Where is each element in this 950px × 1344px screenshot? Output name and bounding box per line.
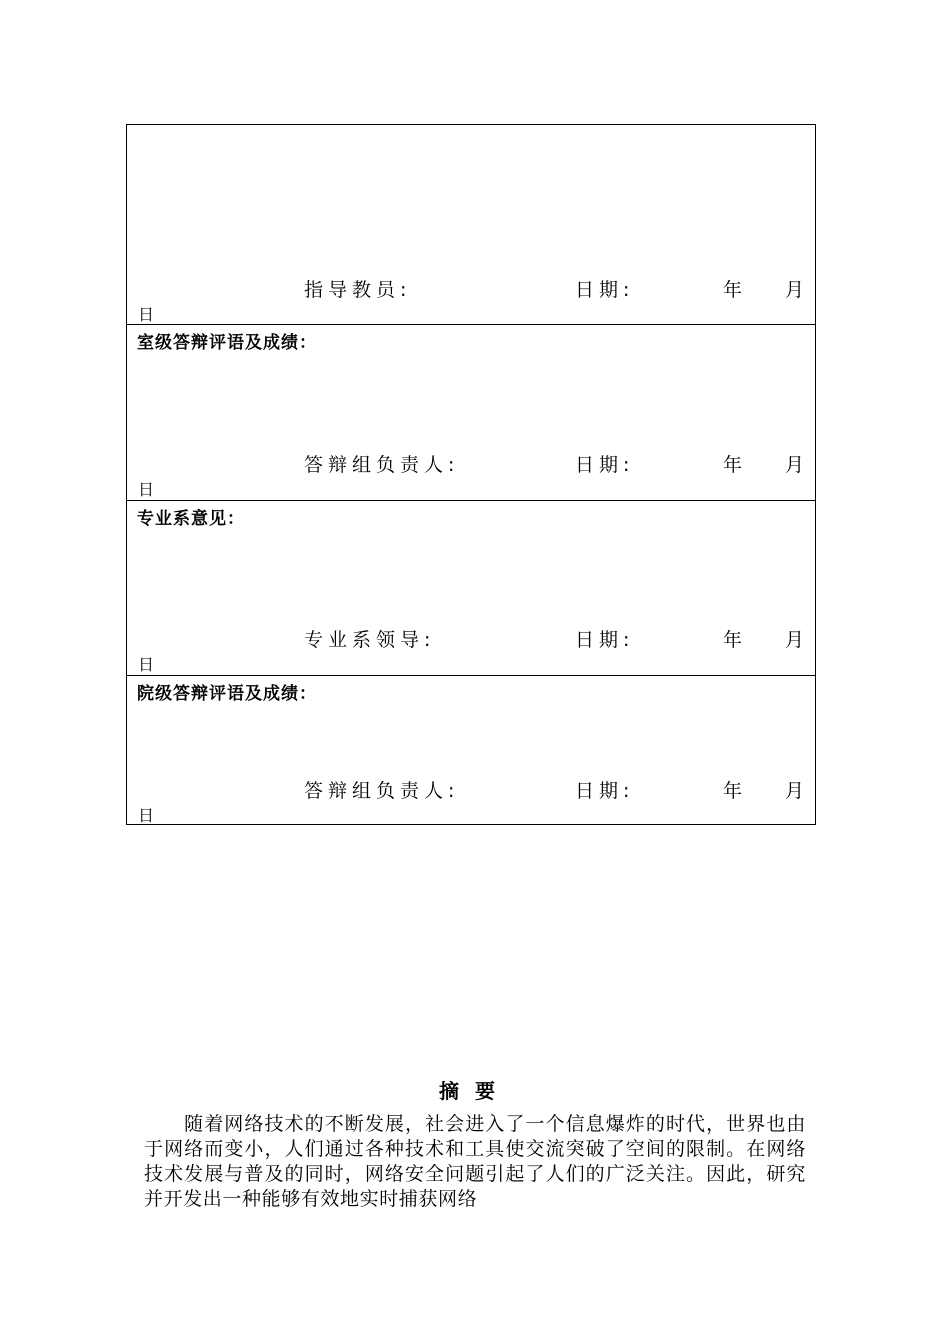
evaluation-form-table	[126, 124, 816, 825]
department-year-label: 年	[723, 629, 743, 651]
department-sign-label: 专业系领导:	[304, 629, 436, 651]
room-defense-section	[127, 324, 815, 500]
department-sign-row	[127, 625, 815, 651]
college-defense-year-label: 年	[723, 780, 743, 802]
advisor-section	[127, 125, 815, 324]
abstract-body: 随着网络技术的不断发展，社会进入了一个信息爆炸的时代，世界也由于网络而变小，人们通过各种技术和工具使交流突破了空间的限制。在网络技术发展与普及的同时，网络安全问题引起了人们的广泛关注。因此，研究并开发出一种能够有效地实时捕获网络	[144, 1113, 806, 1210]
department-day-label: 日	[138, 655, 155, 674]
department-heading: 专业系意见：	[137, 509, 245, 529]
room-defense-year-label: 年	[723, 454, 743, 476]
college-defense-date-label: 日期:	[575, 780, 635, 802]
advisor-year-label: 年	[723, 279, 743, 301]
room-defense-month-label: 月	[785, 454, 805, 476]
abstract-title: 摘要	[439, 1079, 511, 1103]
department-date-label: 日期:	[575, 629, 635, 651]
college-defense-sign-row	[127, 776, 815, 802]
room-defense-sign-row	[127, 450, 815, 476]
department-month-label: 月	[785, 629, 805, 651]
advisor-day-label: 日	[138, 305, 155, 324]
advisor-month-label: 月	[785, 279, 805, 301]
room-defense-heading: 室级答辩评语及成绩：	[137, 333, 317, 353]
department-section	[127, 500, 815, 675]
room-defense-sign-label: 答辩组负责人:	[304, 454, 460, 476]
room-defense-date-label: 日期:	[575, 454, 635, 476]
college-defense-sign-label: 答辩组负责人:	[304, 780, 460, 802]
advisor-date-label: 日期:	[575, 279, 635, 301]
college-defense-month-label: 月	[785, 780, 805, 802]
advisor-sign-label: 指导教员:	[304, 279, 412, 301]
room-defense-day-label: 日	[138, 480, 155, 499]
college-defense-day-label: 日	[138, 806, 155, 825]
advisor-sign-row	[127, 275, 815, 301]
college-defense-section	[127, 675, 815, 824]
college-defense-heading: 院级答辩评语及成绩：	[137, 684, 317, 704]
